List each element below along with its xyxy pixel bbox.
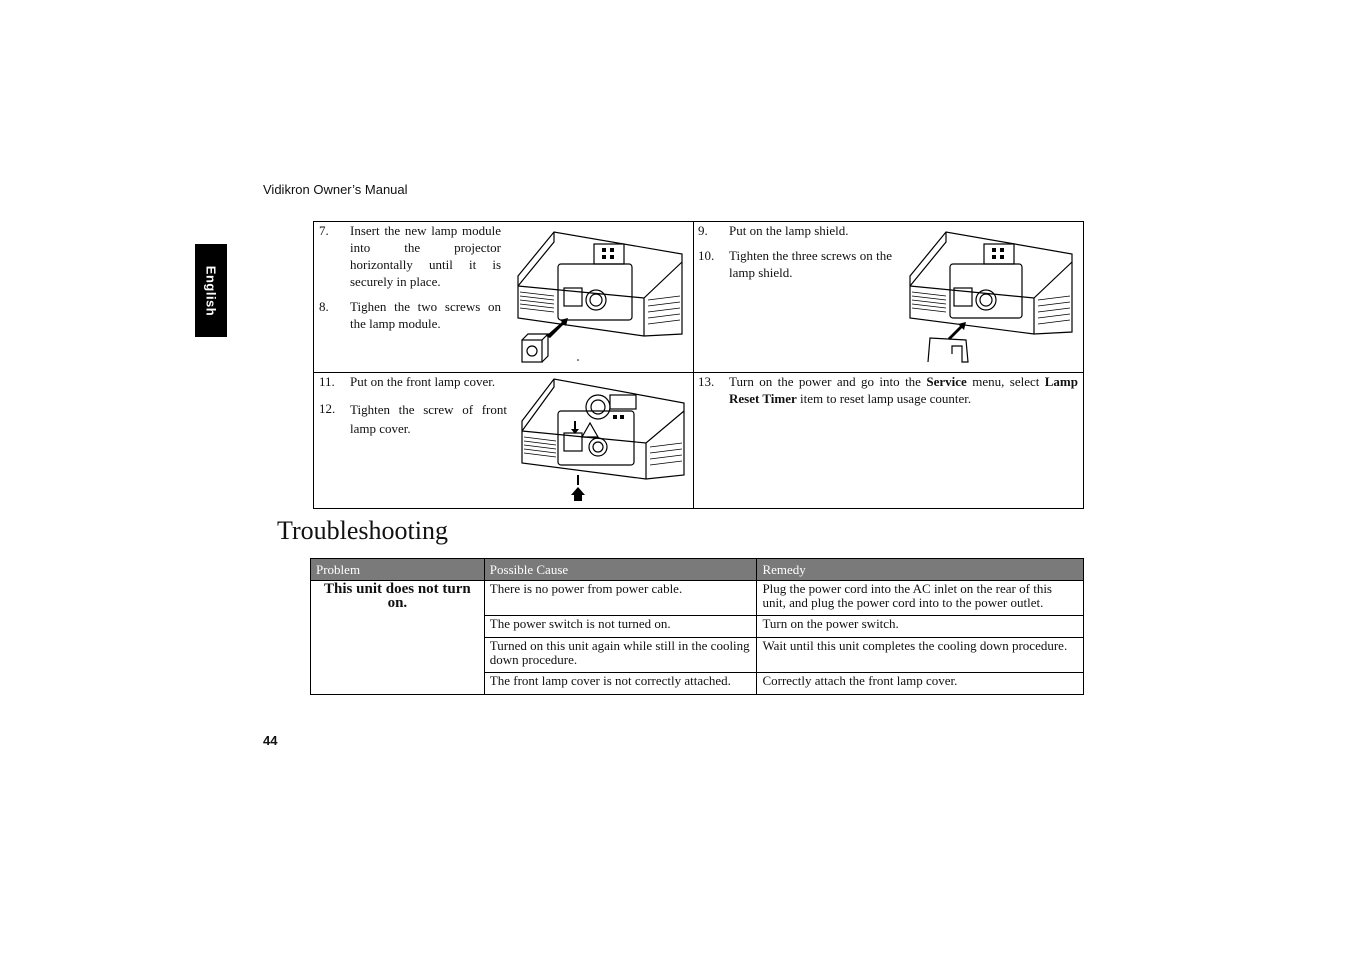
column-header-problem: Problem	[311, 559, 485, 581]
problem-cell: This unit does not turn on.	[311, 581, 485, 695]
projector-lamp-shield-illustration	[906, 228, 1078, 370]
step-text	[729, 373, 1078, 407]
cause-cell: The front lamp cover is not correctly attached.	[484, 673, 757, 695]
step-number: 11.	[319, 374, 335, 389]
projector-front-cover-illustration	[518, 375, 690, 507]
step-number: 8.	[319, 299, 329, 314]
section-title: Troubleshooting	[277, 516, 448, 545]
column-header-remedy: Remedy	[757, 559, 1084, 581]
steps-cell-9-10	[694, 222, 1083, 373]
remedy-cell: Wait until this unit completes the cooling down procedure.	[757, 638, 1084, 673]
lamp-replacement-steps	[313, 221, 1084, 509]
step-number: 13.	[698, 374, 715, 389]
remedy-cell: Turn on the power switch.	[757, 616, 1084, 638]
steps-cell-13	[694, 373, 1083, 508]
step-text-part: Turn on the power and go into the	[729, 374, 927, 389]
step-text: Tighten the three screws on the lamp shield.	[729, 248, 892, 280]
step-text: Put on the lamp shield.	[729, 223, 849, 238]
cause-cell: There is no power from power cable.	[484, 581, 757, 616]
remedy-cell: Plug the power cord into the AC inlet on the rear of this unit, and plug the power cord into to the power outlet.	[757, 581, 1084, 616]
remedy-cell: Correctly attach the front lamp cover.	[757, 673, 1084, 695]
table-row	[311, 581, 1084, 616]
step-number: 12.	[319, 401, 336, 416]
table-header-row	[311, 559, 1084, 581]
cause-cell: The power switch is not turned on.	[484, 616, 757, 638]
step-text-part: item to reset lamp usage counter.	[796, 391, 972, 406]
troubleshooting-table	[310, 558, 1084, 695]
column-header-cause: Possible Cause	[484, 559, 757, 581]
step-number: 10.	[698, 248, 715, 263]
steps-cell-7-8	[314, 222, 694, 373]
lamp-reset-timer-item: Lamp Reset Timer	[729, 374, 1078, 406]
cause-cell: Turned on this unit again while still in the cooling down procedure.	[484, 638, 757, 673]
manual-header: Vidikron Owner’s Manual	[263, 182, 408, 197]
step-number: 7.	[319, 223, 329, 238]
projector-lamp-module-illustration	[514, 224, 690, 369]
step-number: 9.	[698, 223, 708, 238]
steps-cell-11-12	[314, 373, 694, 508]
step-text-part: menu, select	[966, 374, 1045, 389]
step-text: Insert the new lamp module into the projector horizontally until it is securely in place.	[350, 223, 501, 289]
language-tab	[195, 244, 227, 337]
language-tab-label: English	[203, 265, 219, 316]
service-menu-name: Service	[926, 374, 967, 389]
page-number: 44	[263, 733, 278, 748]
step-text: Tighen the two screws on the lamp module.	[350, 299, 501, 331]
step-text: Put on the front lamp cover.	[350, 374, 496, 389]
step-text: Tighten the screw of front lamp cover.	[350, 402, 507, 436]
